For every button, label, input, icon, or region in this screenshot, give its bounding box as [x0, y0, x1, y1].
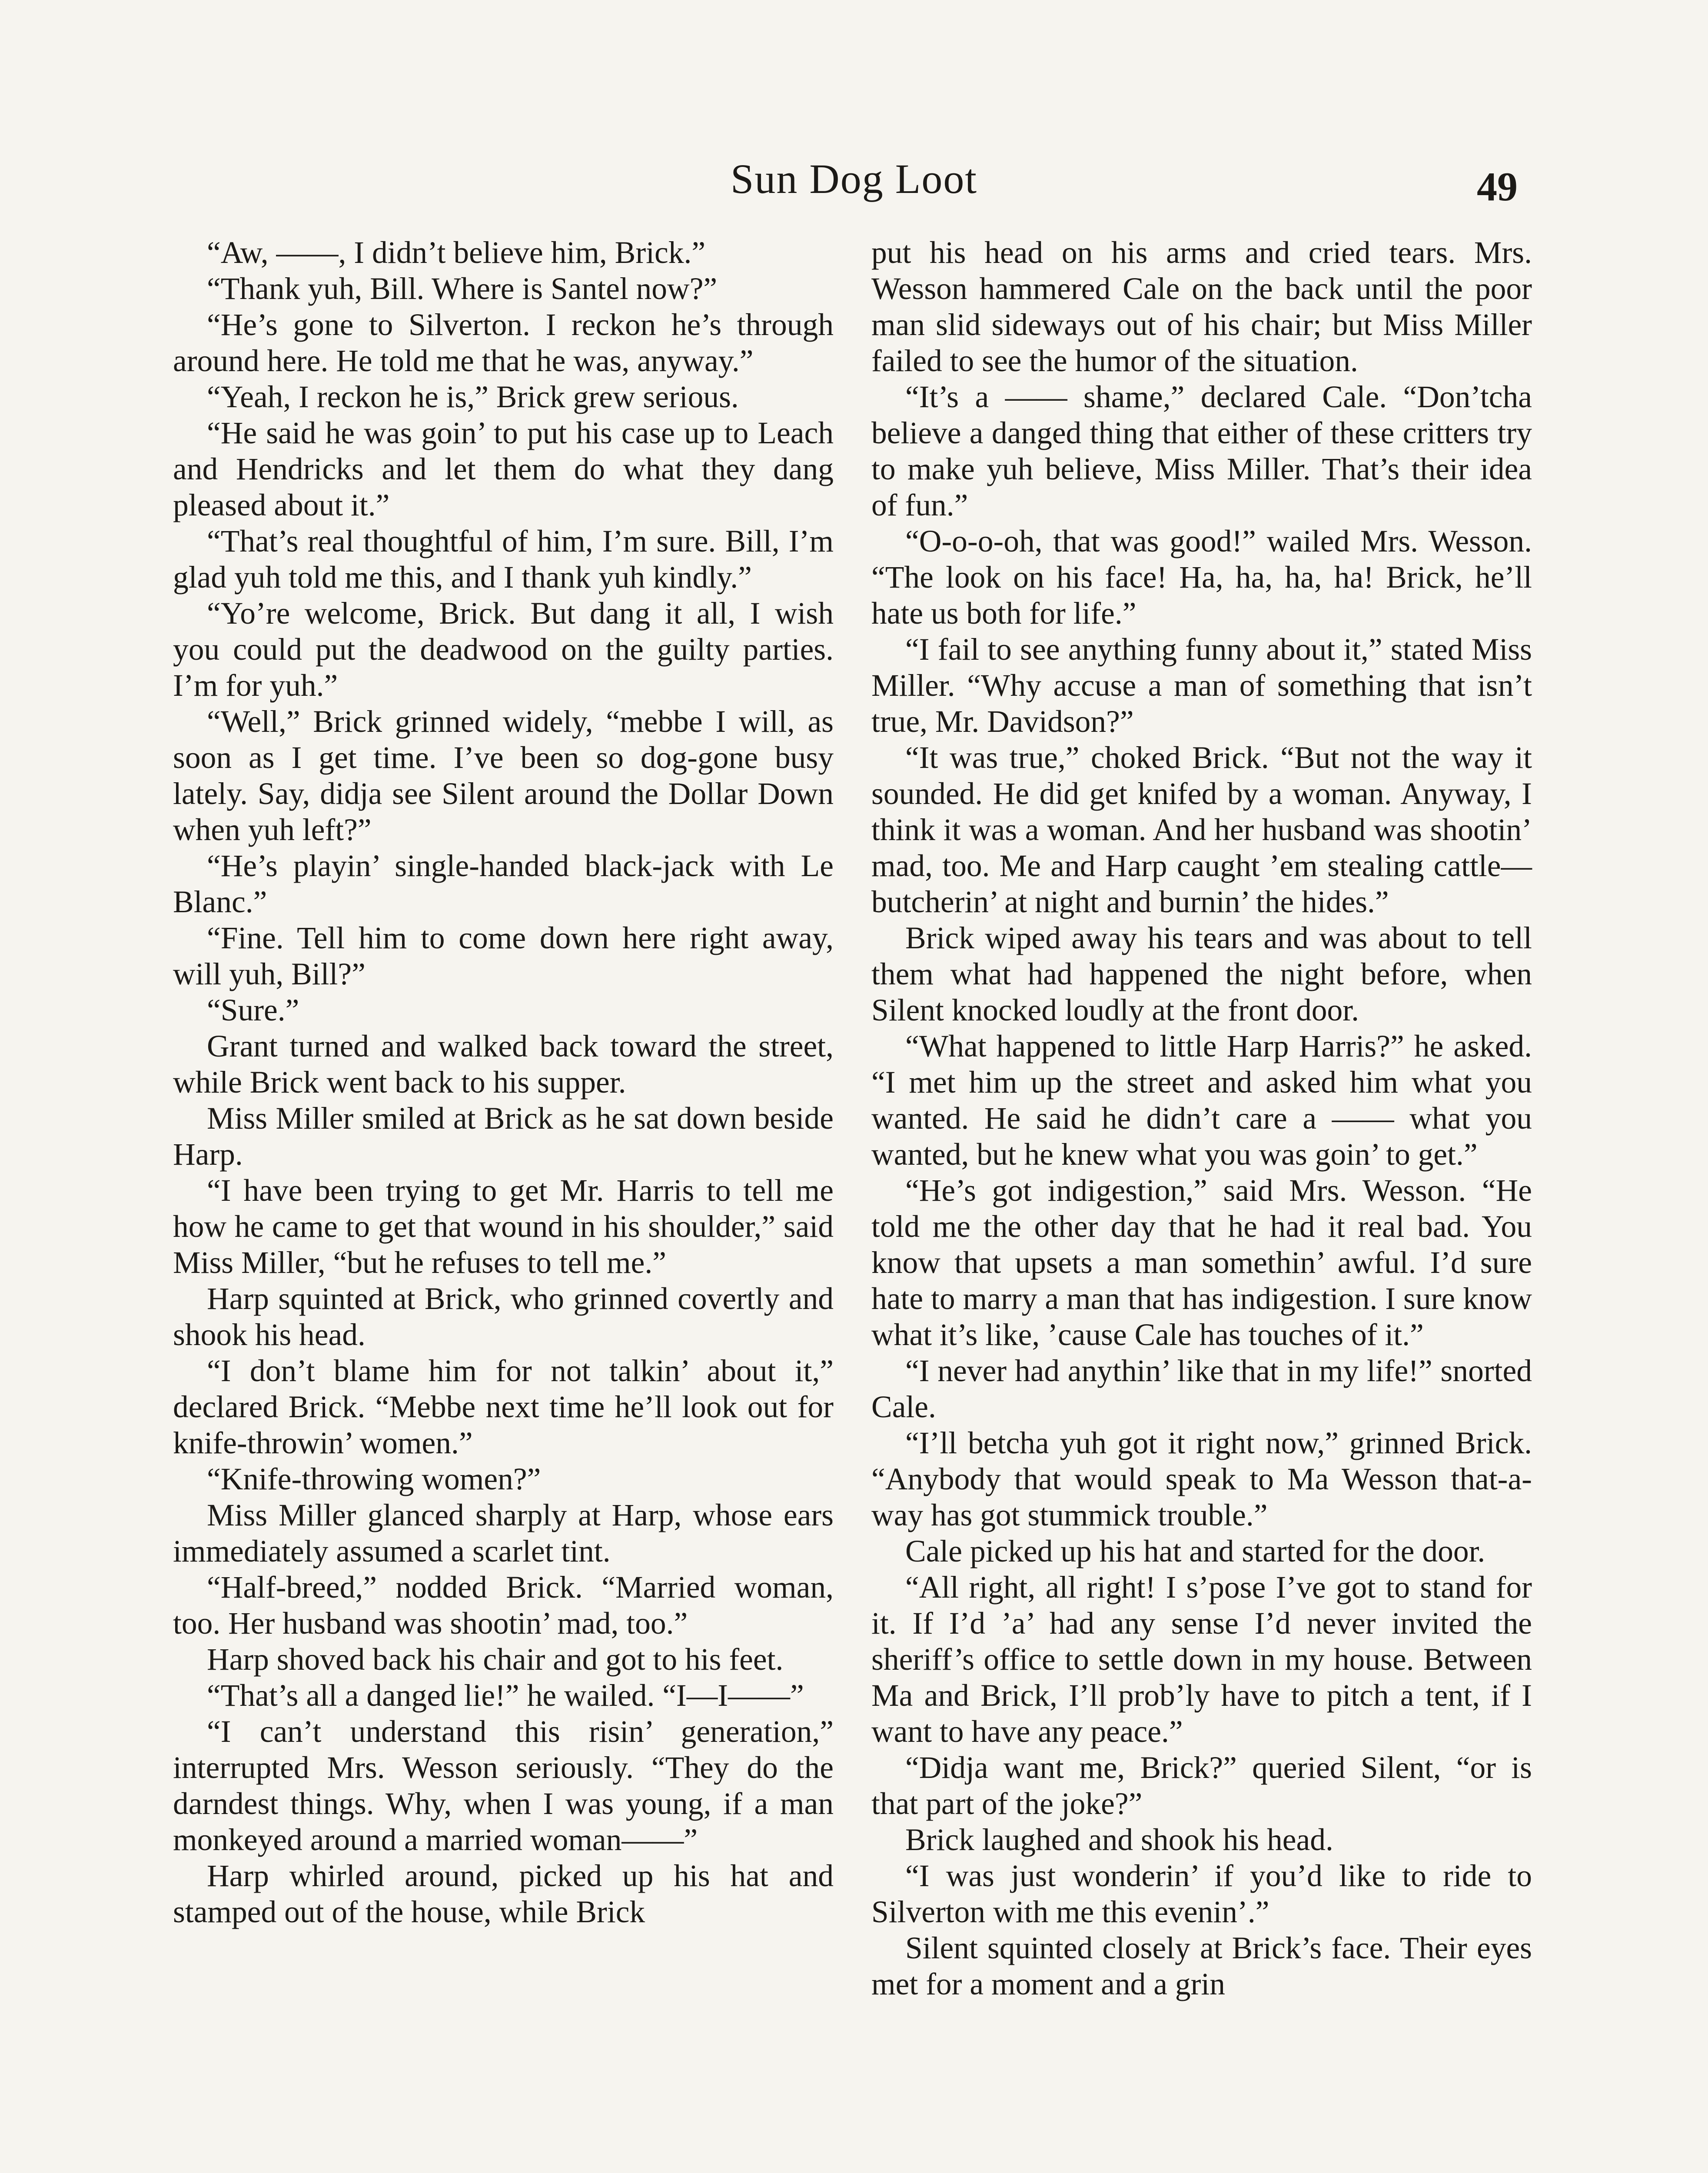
paragraph: “That’s all a danged lie!” he wailed. “I—I——” — [207, 1678, 804, 1713]
right-text-column — [871, 235, 1532, 2002]
paragraph: Harp shoved back his chair and got to his feet. — [207, 1642, 784, 1677]
paragraph: “He said he was goin’ to put his case up to Leach and Hendricks and let them do what they dang pleased about it.” — [173, 416, 834, 522]
paragraph: Brick wiped away his tears and was about to tell them what had happened the night before, when Silent knocked loudly at the front door. — [871, 921, 1532, 1027]
paragraph: “That’s real thoughtful of him, I’m sure. Bill, I’m glad yuh told me this, and I thank yuh kindly.” — [173, 524, 834, 595]
paragraph: “Thank yuh, Bill. Where is Santel now?” — [207, 272, 718, 306]
paragraph: Miss Miller smiled at Brick as he sat down beside Harp. — [173, 1101, 834, 1172]
paragraph: “Fine. Tell him to come down here right away, will yuh, Bill?” — [173, 921, 834, 991]
paragraph: “I don’t blame him for not talkin’ about it,” declared Brick. “Mebbe next time he’ll look out for knife-throwin’ women.” — [173, 1354, 834, 1460]
paragraph: “Didja want me, Brick?” queried Silent, “or is that part of the joke?” — [871, 1751, 1532, 1821]
page-number: 49 — [1477, 164, 1518, 209]
paragraph: “What happened to little Harp Harris?” he asked. “I met him up the street and asked him what you wanted. He said he didn’t care a —— what you wanted, but he knew what you was goin’ to get.” — [871, 1029, 1532, 1172]
paragraph: “I’ll betcha yuh got it right now,” grinned Brick. “Anybody that would speak to Ma Wesson that-a-way has got stummick trouble.” — [871, 1426, 1532, 1532]
paragraph: Miss Miller glanced sharply at Harp, whose ears immediately assumed a scarlet tint. — [173, 1498, 834, 1568]
paragraph: “Sure.” — [207, 993, 299, 1027]
left-text-column — [173, 235, 834, 1930]
paragraph: Brick laughed and shook his head. — [905, 1823, 1333, 1857]
paragraph: Grant turned and walked back toward the street, while Brick went back to his supper. — [173, 1029, 834, 1100]
paragraph: Harp whirled around, picked up his hat and stamped out of the house, while Brick — [173, 1859, 834, 1929]
paragraph: Harp squinted at Brick, who grinned covertly and shook his head. — [173, 1282, 834, 1352]
paragraph: Silent squinted closely at Brick’s face. Their eyes met for a moment and a grin — [871, 1931, 1532, 2001]
paragraph: Cale picked up his hat and started for the door. — [905, 1534, 1485, 1568]
paragraph: “Yeah, I reckon he is,” Brick grew serious. — [207, 380, 739, 414]
paragraph: “I was just wonderin’ if you’d like to ride to Silverton with me this evenin’.” — [871, 1859, 1532, 1929]
paragraph: “I can’t understand this risin’ generation,” interrupted Mrs. Wesson seriously. “They do the darndest things. Why, when I was young, if a man monkeyed around a married woman——” — [173, 1714, 834, 1857]
paragraph: “Aw, ——, I didn’t believe him, Brick.” — [207, 236, 706, 270]
paragraph: “Yo’re welcome, Brick. But dang it all, I wish you could put the deadwood on the guilty parties. I’m for yuh.” — [173, 596, 834, 703]
paragraph: “I never had anythin’ like that in my life!” snorted Cale. — [871, 1354, 1532, 1424]
paragraph: “He’s got indigestion,” said Mrs. Wesson. “He told me the other day that he had it real bad. You know that upsets a man somethin’ awful. I’d sure hate to marry a man that has indigestion. I sure know what it’s like, ’cause Cale has touches of it.” — [871, 1173, 1532, 1352]
paragraph: “It was true,” choked Brick. “But not the way it sounded. He did get knifed by a woman. Anyway, I think it was a woman. And her husband was shootin’ mad, too. Me and Harp caught ’em stealing cattle—butcherin’ at night and burnin’ the hides.” — [871, 741, 1532, 919]
paragraph: “Half-breed,” nodded Brick. “Married woman, too. Her husband was shootin’ mad, too.” — [173, 1570, 834, 1641]
paragraph: “All right, all right! I s’pose I’ve got to stand for it. If I’d ’a’ had any sense I’d never invited the sheriff’s office to settle down in my house. Between Ma and Brick, I’ll prob’ly have to pitch a tent, if I want to have any peace.” — [871, 1570, 1532, 1749]
paragraph: “It’s a —— shame,” declared Cale. “Don’tcha believe a danged thing that either of these critters try to make yuh believe, Miss Miller. That’s their idea of fun.” — [871, 380, 1532, 522]
paragraph: “He’s playin’ single-handed black-jack with Le Blanc.” — [173, 849, 834, 919]
paragraph: “He’s gone to Silverton. I reckon he’s through around here. He told me that he was, anyway.” — [173, 308, 834, 378]
paragraph: put his head on his arms and cried tears. Mrs. Wesson hammered Cale on the back until the poor man slid sideways out of his chair; but Miss Miller failed to see the humor of the situation. — [871, 236, 1532, 378]
paragraph: “Knife-throwing women?” — [207, 1462, 541, 1496]
paragraph: “O-o-o-oh, that was good!” wailed Mrs. Wesson. “The look on his face! Ha, ha, ha, ha! Brick, he’ll hate us both for life.” — [871, 524, 1532, 631]
paragraph: “I fail to see anything funny about it,” stated Miss Miller. “Why accuse a man of something that isn’t true, Mr. Davidson?” — [871, 632, 1532, 739]
page-title: Sun Dog Loot — [730, 156, 978, 202]
paragraph: “Well,” Brick grinned widely, “mebbe I will, as soon as I get time. I’ve been so dog-gone busy lately. Say, didja see Silent around the Dollar Down when yuh left?” — [173, 704, 834, 847]
paragraph: “I have been trying to get Mr. Harris to tell me how he came to get that wound in his shoulder,” said Miss Miller, “but he refuses to tell me.” — [173, 1173, 834, 1280]
